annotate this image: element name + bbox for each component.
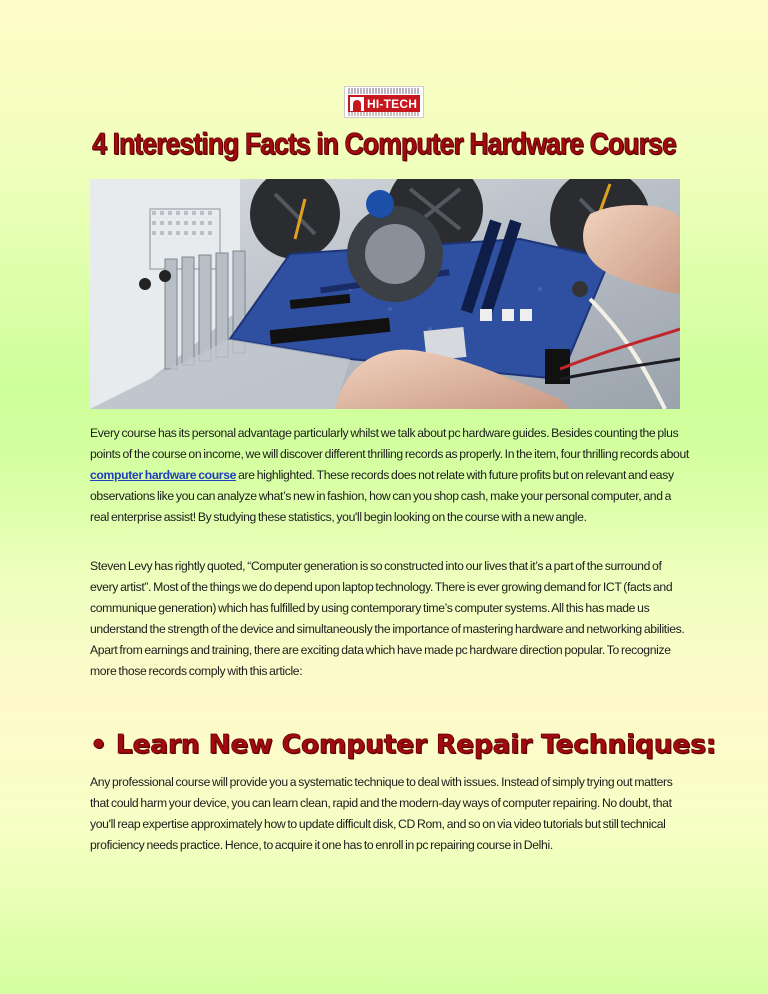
intro-text-before-link: Every course has its personal advantage particularly whilst we talk about pc hardware guides. Besides counting the plus points of the course on income, we will discover different thrilling records as properly. In the item, four thrilling records about	[90, 426, 689, 462]
motherboard-photo-illustration	[90, 179, 680, 409]
logo-brand-text: HI-TECH	[367, 96, 418, 111]
hero-image-motherboard	[90, 179, 680, 409]
intro-paragraph	[90, 423, 690, 528]
logo-tagline	[348, 88, 420, 94]
page-title: 4 Interesting Facts in Computer Hardware Course	[92, 126, 676, 161]
arch-logo-icon	[350, 97, 364, 111]
computer-hardware-course-link[interactable]: computer hardware course	[90, 468, 237, 483]
hi-tech-logo	[344, 86, 424, 118]
intro-text-after-link: are highlighted. These records does not relate with future profits but on relevant and easy observations like you can analyze what’s new in fashion, how can you shop cash, make your personal computer, and a real enterprise assist! By studying these statistics, you'll begin looking on the course with a new angle.	[90, 468, 674, 525]
logo-subtitle	[348, 112, 420, 116]
section-heading-repair-techniques: • Learn New Computer Repair Techniques:	[90, 730, 717, 760]
logo-band	[348, 95, 420, 112]
repair-techniques-paragraph: Any professional course will provide you a systematic technique to deal with issues. Instead of simply trying out matters that could harm your device, you can learn clean, rapid and the modern-day ways of computer repairing. No doubt, that you'll reap expertise approximately how to update difficult disk, CD Rom, and so on via video tutorials but still technical proficiency needs practice. Hence, to acquire it one has to enroll in pc repairing course in Delhi.	[90, 775, 673, 853]
quote-paragraph: Steven Levy has rightly quoted, “Computer generation is so constructed into our lives that it’s a part of the surround of every artist”. Most of the things we do depend upon laptop technology. There is ever growing demand for ICT (facts and communique generation) which has fulfilled by using contemporary time’s computer systems. All this has made us understand the strength of the device and simultaneously the importance of mastering hardware and networking abilities. Apart from earnings and training, there are exciting data which have made pc hardware direction popular. To recognize more those records comply with this article:	[90, 559, 685, 679]
